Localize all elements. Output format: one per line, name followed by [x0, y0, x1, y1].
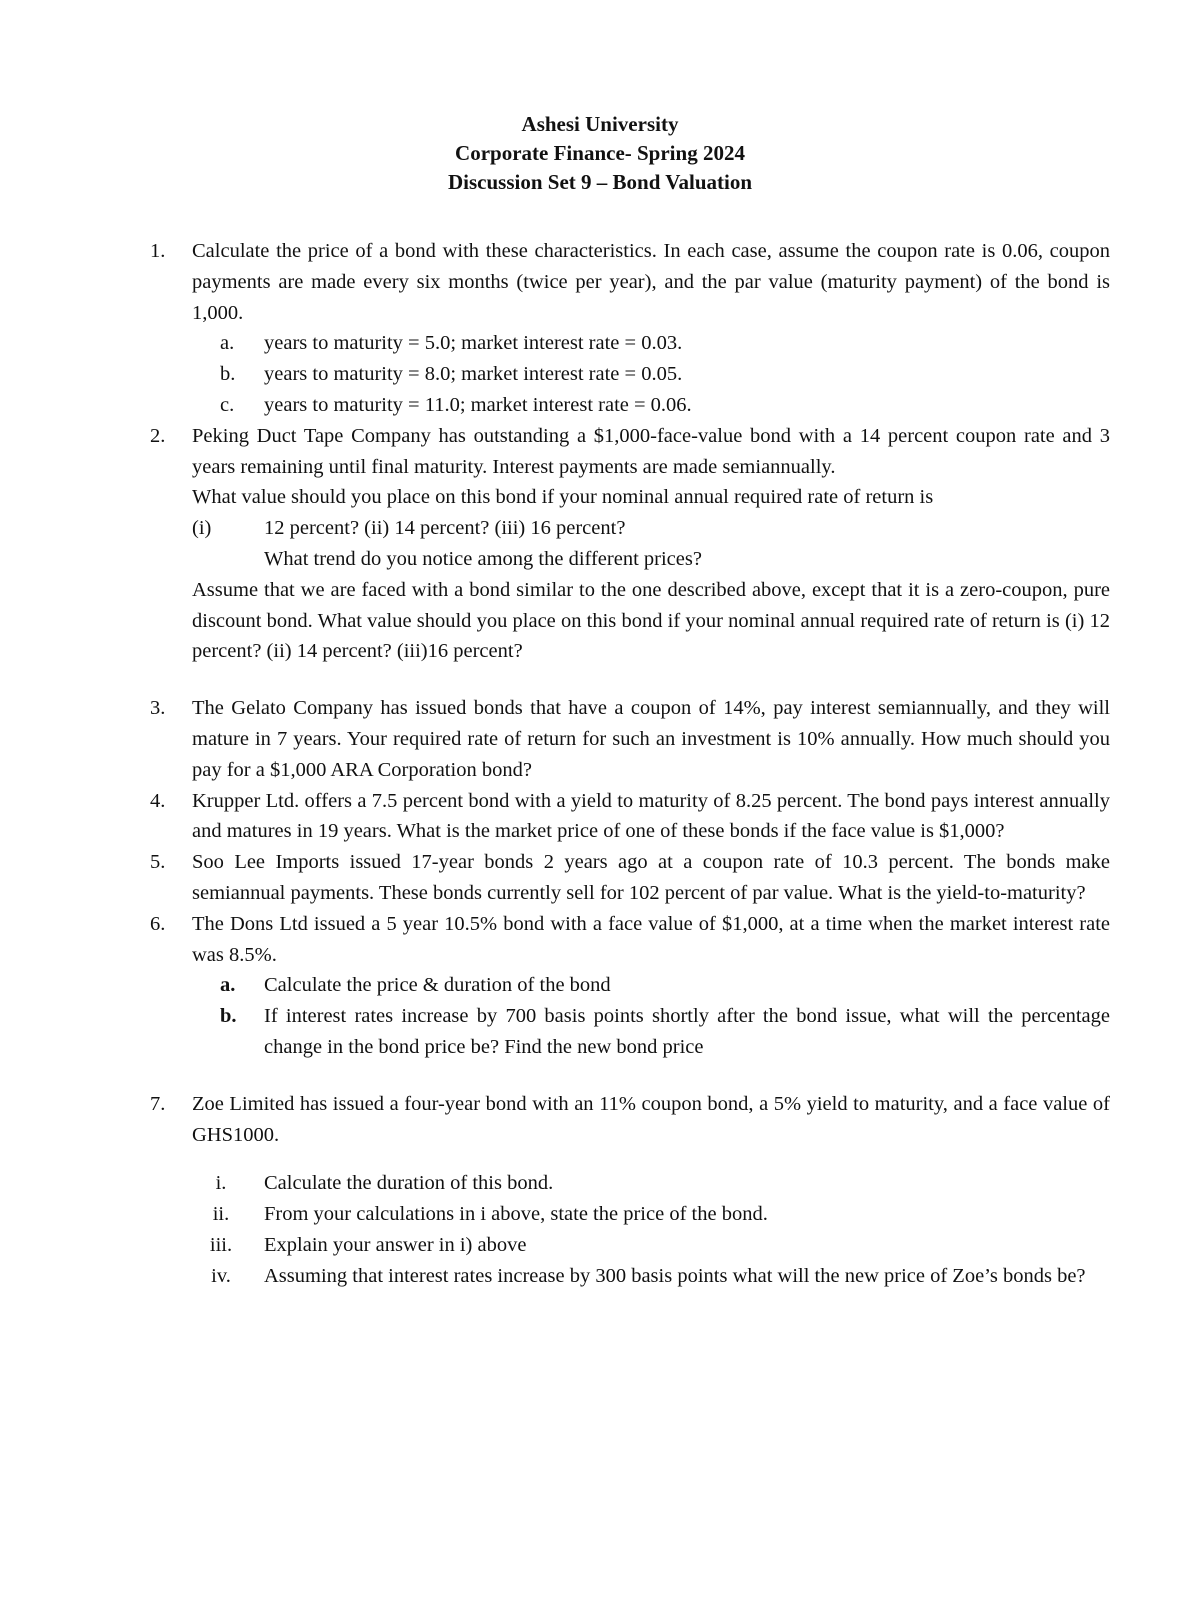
part-text: From your calculations in i above, state the price of the bond.	[264, 1203, 768, 1226]
question-number: 1.	[150, 240, 166, 262]
question-text: The Dons Ltd issued a 5 year 10.5% bond with a face value of $1,000, at a time when the market interest rate was 8.5%.	[192, 912, 1110, 966]
course-title: Corporate Finance- Spring 2024	[455, 141, 745, 165]
part-text: years to maturity = 8.0; market interest rate = 0.05.	[264, 363, 683, 386]
question-7-part-iii	[150, 1230, 1110, 1261]
part-label: a.	[220, 974, 236, 997]
question-number: 6.	[150, 912, 166, 935]
part-label: b.	[220, 1005, 237, 1028]
question-6	[150, 909, 1110, 971]
question-number: 4.	[150, 789, 166, 812]
question-1-part-c	[150, 390, 1110, 421]
part-text: Calculate the duration of this bond.	[264, 1172, 554, 1195]
question-1-part-b	[150, 359, 1110, 390]
part-label: b.	[220, 363, 236, 386]
question-number: 3.	[150, 697, 166, 720]
zero-coupon-followup: Assume that we are faced with a bond similar to the one described above, except that it is a zero-coupon, pure discount bond. What value should you place on this bond if your nominal annual required rate of return is (i) 12 percent? (ii) 14 percent? (iii)16 percent?	[192, 578, 1110, 663]
question-4	[150, 786, 1110, 848]
question-list	[150, 236, 1110, 1292]
question-7-part-ii	[150, 1199, 1110, 1230]
document-header	[0, 110, 1200, 197]
question-text: Soo Lee Imports issued 17-year bonds 2 years ago at a coupon rate of 10.3 percent. The bonds make semiannual payments. These bonds currently sell for 102 percent of par value. What is the yield-to-maturity?	[192, 851, 1110, 904]
question-text: Calculate the price of a bond with these characteristics. In each case, assume the coupon rate is 0.06, coupon payments are made every six months (twice per year), and the par value (maturity payment) of the bond is 1,000.	[192, 240, 1110, 324]
part-text: years to maturity = 11.0; market interest rate = 0.06.	[264, 393, 692, 416]
question-text: Zoe Limited has issued a four-year bond with an 11% coupon bond, a 5% yield to maturity, and a face value of GHS1000.	[192, 1092, 1110, 1146]
discussion-set-title: Discussion Set 9 – Bond Valuation	[447, 170, 753, 194]
part-label: a.	[220, 332, 235, 355]
spacer	[150, 667, 1110, 693]
question-6-part-a	[150, 970, 1110, 1001]
part-text: If interest rates increase by 700 basis points shortly after the bond issue, what will the percentage change in the bond price be? Find the new bond price	[264, 1005, 1110, 1058]
spacer	[150, 1063, 1110, 1089]
part-text: Assuming that interest rates increase by 300 basis points what will the new price of Zoe’s bonds be?	[264, 1264, 1086, 1287]
question-2	[150, 421, 1110, 667]
part-text: years to maturity = 5.0; market interest rate = 0.03.	[264, 332, 683, 355]
institution-name: Ashesi University	[521, 112, 679, 136]
rate-options	[192, 513, 1110, 544]
question-1-part-a	[150, 328, 1110, 359]
trend-question: What trend do you notice among the different prices?	[264, 547, 702, 570]
question-6-part-b	[150, 1001, 1110, 1063]
option-text: 12 percent? (ii) 14 percent? (iii) 16 percent?	[264, 517, 626, 540]
question-1	[150, 236, 1110, 328]
question-3	[150, 693, 1110, 785]
question-text: Peking Duct Tape Company has outstanding a $1,000-face-value bond with a 14 percent coupon rate and 3 years remaining until final maturity. Interest payments are made semiannually.	[192, 424, 1110, 478]
part-label: ii.	[212, 1203, 230, 1226]
question-5	[150, 847, 1110, 909]
question-text-continued: What value should you place on this bond if your nominal annual required rate of return is	[192, 486, 934, 509]
question-7-part-iv	[150, 1261, 1110, 1292]
part-label: iii.	[209, 1233, 233, 1256]
part-text: Calculate the price & duration of the bond	[264, 974, 611, 997]
question-text: The Gelato Company has issued bonds that have a coupon of 14%, pay interest semiannually, and they will mature in 7 years. Your required rate of return for such an investment is 10% annually. How much should you pay for a $1,000 ARA Corporation bond?	[192, 697, 1110, 781]
part-label: i.	[215, 1172, 227, 1195]
question-number: 2.	[150, 424, 166, 447]
part-label: iv.	[211, 1264, 231, 1287]
question-7-part-i	[150, 1168, 1110, 1199]
option-label: (i)	[192, 517, 212, 540]
question-7	[150, 1089, 1110, 1151]
part-label: c.	[220, 393, 235, 416]
question-number: 5.	[150, 851, 166, 874]
question-text: Krupper Ltd. offers a 7.5 percent bond with a yield to maturity of 8.25 percent. The bond pays interest annually and matures in 19 years. What is the market price of one of these bonds if the face value is $1,000?	[192, 789, 1110, 843]
question-number: 7.	[150, 1092, 166, 1115]
part-text: Explain your answer in i) above	[264, 1233, 527, 1256]
spacer	[150, 1150, 1110, 1168]
